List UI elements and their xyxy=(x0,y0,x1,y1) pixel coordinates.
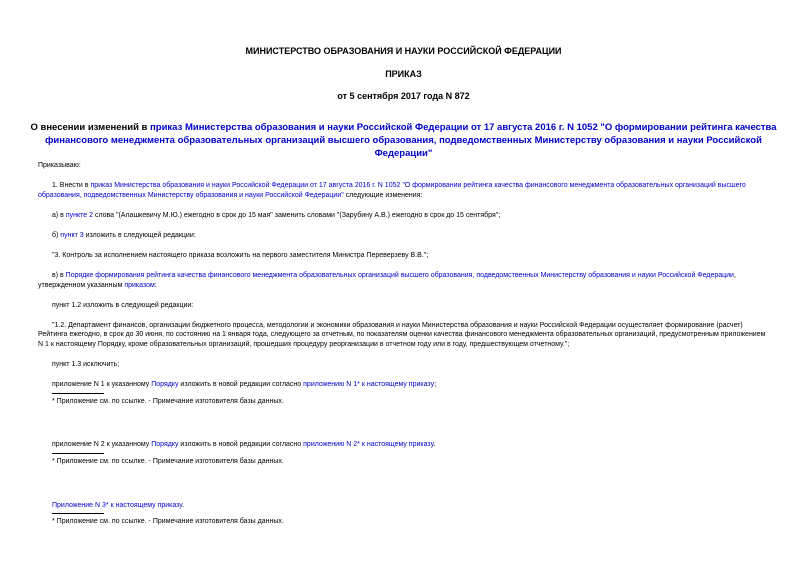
footnote-separator xyxy=(52,393,104,394)
pv-mid: , утвержденном указанным xyxy=(38,272,736,289)
footnote-2: * Приложение см. по ссылке. - Примечание изготовителя базы данных. xyxy=(52,458,284,465)
clause-1-3: пункт 1.3 исключить; xyxy=(52,361,120,369)
paragraph-v xyxy=(38,271,769,290)
app3-appendix-link[interactable]: Приложение N 3* к настоящему приказу xyxy=(52,501,183,509)
appendix-3-paragraph xyxy=(38,501,769,511)
pb-suffix: изложить в следующей редакции: xyxy=(83,231,196,239)
app3-end: . xyxy=(182,501,185,509)
doc-type-heading: ПРИКАЗ xyxy=(385,69,422,79)
app2-end: . xyxy=(433,441,436,449)
date-heading: от 5 сентября 2017 года N 872 xyxy=(337,91,470,101)
app1-mid: изложить в новой редакции согласно xyxy=(178,381,304,389)
pv-order-link[interactable]: приказом xyxy=(124,281,155,289)
title-order-link[interactable]: приказ Министерства образования и науки Российской Федерации от 17 августа 2016 г. N 1052 "О формировании рейтинга качества финансового менеджмента образовательных организаций высшего образования, подведомственных Министерству образования и науки Российской Федерации" xyxy=(45,122,777,159)
pb-prefix: б) xyxy=(52,231,61,239)
pv-procedure-link[interactable]: Порядке формирования рейтинга качества финансового менеджмента образовательных организаций высшего образования, подведомственных Министерству образования и науки Российской Федерации xyxy=(65,272,734,280)
title-prefix: О внесении изменений в xyxy=(30,122,151,133)
paragraph-a xyxy=(38,211,769,221)
intro-paragraph: Приказываю: xyxy=(38,162,81,169)
pa-suffix: слова "(Алашкевичу М.Ю.) ежегодно в срок до 15 мая" заменить словами "(Зарубину А.В.) ежегодно в срок до 15 сентября"; xyxy=(93,211,501,219)
clause-1-2-text: "1.2. Департамент финансов, организации бюджетного процесса, методологии и экономики образования и науки Министерства образования и науки Российской Федерации осуществляет формирование (расчет) Рейтинга ежегодно, в срок до 30 июня, по состоянию на 1 января года, следующего за отчетным, по показателям оценки качества финансового менеджмента образовательных организаций, предусмотренным приложением N 1 к настоящему Порядку, кроме образовательных организаций, прошедших процедуру реорганизации в отчетном году или в году, предшествующем отчетному."; xyxy=(38,321,766,349)
footnote-1: * Приложение см. по ссылке. - Примечание изготовителя базы данных. xyxy=(52,397,284,405)
appendix-1-paragraph xyxy=(38,380,769,390)
app2-appendix-link[interactable]: приложению N 2* к настоящему приказу xyxy=(303,441,434,449)
paragraph-b xyxy=(38,231,769,241)
p1-order-link[interactable]: приказ Министерства образования и науки Российской Федерации от 17 августа 2016 г. N 1052 "О формировании рейтинга качества финансового менеджмента образовательных организаций высшего образования, подведомственных Министерству образования и науки Российской Федерации" xyxy=(38,182,746,199)
appendix-2-paragraph xyxy=(38,440,769,450)
paragraph-1 xyxy=(38,181,769,200)
p1-suffix: следующие изменения: xyxy=(343,191,423,199)
app2-procedure-link[interactable]: Порядку xyxy=(151,441,179,449)
pa-prefix: а) в xyxy=(52,211,66,219)
pv-prefix: в) в xyxy=(52,272,66,280)
footnote-separator xyxy=(52,453,104,454)
app2-mid: изложить в новой редакции согласно xyxy=(178,441,304,449)
spacer xyxy=(38,477,769,501)
spacer xyxy=(38,416,769,440)
paragraph-b-quote: "3. Контроль за исполнением настоящего приказа возложить на первого заместителя Министра Переверзеву В.В."; xyxy=(52,251,429,259)
ministry-heading: МИНИСТЕРСТВО ОБРАЗОВАНИЯ И НАУКИ РОССИЙСКОЙ ФЕДЕРАЦИИ xyxy=(245,46,562,56)
pv-end: : xyxy=(154,281,157,289)
document-body xyxy=(38,161,769,537)
app1-appendix-link[interactable]: приложению N 1* к настоящему приказу xyxy=(303,381,435,389)
footnote-3: * Приложение см. по ссылке. - Примечание изготовителя базы данных. xyxy=(52,518,284,526)
clause-1-2-intro: пункт 1.2 изложить в следующей редакции: xyxy=(52,301,194,309)
app1-prefix: приложение N 1 к указанному xyxy=(52,381,152,389)
app1-procedure-link[interactable]: Порядку xyxy=(151,381,179,389)
pb-clause-link[interactable]: пункт 3 xyxy=(60,231,84,239)
footnote-separator xyxy=(52,513,104,514)
app1-end: ; xyxy=(434,381,437,389)
app2-prefix: приложение N 2 к указанному xyxy=(52,441,152,449)
p1-prefix: 1. Внести в xyxy=(52,182,91,190)
pa-clause-link[interactable]: пункте 2 xyxy=(65,211,93,219)
document-title xyxy=(30,121,777,160)
